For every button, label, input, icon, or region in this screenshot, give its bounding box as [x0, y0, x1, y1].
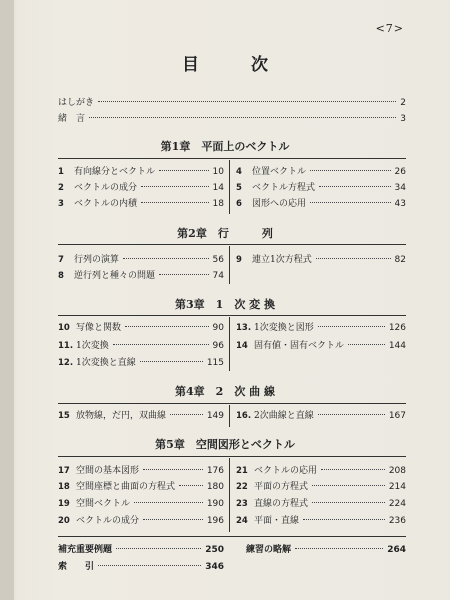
chapter-heading-4: 第4章 2 次 曲 線: [175, 385, 275, 398]
toc-entry[interactable]: [236, 182, 406, 194]
leader-dots: [312, 502, 385, 503]
leader-dots: [318, 326, 385, 327]
leader-dots: [134, 502, 203, 503]
toc-entry[interactable]: [58, 498, 224, 510]
entry-label: ベクトル方程式: [252, 183, 316, 193]
leader-dots: [316, 258, 391, 259]
entry-page: 74: [212, 271, 224, 281]
divider: [58, 536, 406, 537]
toc-entry[interactable]: [236, 198, 406, 210]
page-number: <7>: [375, 22, 404, 35]
leader-dots: [98, 101, 396, 102]
entry-number: 8: [58, 271, 64, 281]
chapter-heading-3: 第3章 1 次 変 換: [175, 298, 275, 311]
entry-number: 23: [236, 499, 248, 509]
title-char-2: 次: [251, 55, 268, 75]
leader-dots: [143, 519, 203, 520]
entry-number: 22: [236, 482, 248, 492]
entry-label: 緒 言: [58, 114, 86, 124]
entry-label: 行列の演算: [74, 255, 120, 265]
toc-entry[interactable]: [236, 254, 406, 266]
toc-entry[interactable]: [236, 166, 406, 178]
entry-number: 5: [236, 183, 242, 193]
entry-page: 82: [394, 255, 406, 265]
entry-label: 1次変換と直線: [76, 358, 136, 368]
toc-entry[interactable]: [236, 340, 406, 352]
chapter-heading-2: 第2章 行 列: [177, 227, 273, 240]
toc-entry[interactable]: [236, 515, 406, 527]
entry-number: 20: [58, 516, 70, 526]
toc-entry-index[interactable]: [58, 561, 224, 573]
toc-entry-exercise-answers[interactable]: [246, 544, 406, 556]
entry-page: 176: [206, 466, 224, 476]
toc-entry[interactable]: [58, 465, 224, 477]
entry-number: 9: [236, 255, 242, 265]
entry-page: 180: [206, 482, 224, 492]
leader-dots: [159, 170, 209, 171]
leader-dots: [295, 548, 383, 549]
entry-label: 平面・直線: [254, 516, 300, 526]
toc-entry[interactable]: [236, 498, 406, 510]
leader-dots: [303, 519, 385, 520]
entry-label: 位置ベクトル: [252, 167, 307, 177]
entry-label: 1次変換: [76, 341, 109, 351]
leader-dots: [321, 469, 385, 470]
toc-entry[interactable]: [58, 166, 224, 178]
leader-dots: [318, 414, 385, 415]
divider: [58, 456, 406, 457]
entry-page: 126: [388, 323, 406, 333]
column-divider: [229, 246, 230, 284]
leader-dots: [159, 274, 209, 275]
entry-label: 2次曲線と直線: [254, 411, 314, 421]
entry-page: 115: [206, 358, 224, 368]
entry-number: 16.: [236, 411, 252, 421]
leader-dots: [116, 548, 201, 549]
divider: [58, 244, 406, 245]
chapter-heading-5: 第5章 空間図形とベクトル: [155, 438, 295, 451]
toc-entry[interactable]: [58, 254, 224, 266]
entry-label: 放物線，だ円，双曲線: [76, 411, 167, 421]
toc-entry-introduction[interactable]: [58, 113, 406, 125]
entry-page: 56: [212, 255, 224, 265]
toc-entry[interactable]: [236, 410, 406, 422]
entry-page: 2: [400, 98, 406, 108]
entry-page: 10: [212, 167, 224, 177]
leader-dots: [310, 202, 391, 203]
entry-number: 13.: [236, 323, 252, 333]
toc-entry[interactable]: [58, 322, 224, 334]
entry-number: 7: [58, 255, 64, 265]
leader-dots: [140, 361, 203, 362]
entry-page: 149: [206, 411, 224, 421]
leader-dots: [125, 326, 209, 327]
leader-dots: [319, 186, 391, 187]
entry-label: 1次変換と図形: [254, 323, 314, 333]
toc-entry[interactable]: [58, 182, 224, 194]
entry-page: 18: [212, 199, 224, 209]
entry-page: 214: [388, 482, 406, 492]
divider: [58, 403, 406, 404]
toc-entry-supplementary-examples[interactable]: [58, 544, 224, 556]
entry-label: ベクトルの応用: [254, 466, 318, 476]
entry-number: 3: [58, 199, 64, 209]
leader-dots: [310, 170, 391, 171]
entry-page: 3: [400, 114, 406, 124]
entry-number: 6: [236, 199, 242, 209]
entry-number: 18: [58, 482, 70, 492]
entry-label: 空間座標と曲面の方程式: [76, 482, 176, 492]
entry-label: 固有値・固有ベクトル: [254, 341, 345, 351]
entry-label: ベクトルの内積: [74, 199, 138, 209]
entry-number: 19: [58, 499, 70, 509]
entry-label: 図形への応用: [252, 199, 307, 209]
toc-entry[interactable]: [236, 322, 406, 334]
entry-number: 24: [236, 516, 248, 526]
toc-entry[interactable]: [236, 481, 406, 493]
divider: [58, 315, 406, 316]
entry-number: 21: [236, 466, 248, 476]
entry-label: 直線の方程式: [254, 499, 309, 509]
entry-number: 17: [58, 466, 70, 476]
entry-page: 250: [205, 545, 224, 555]
entry-label: ベクトルの成分: [74, 183, 138, 193]
entry-label: はしがき: [58, 98, 95, 108]
leader-dots: [98, 565, 201, 566]
entry-label: 有向線分とベクトル: [74, 167, 156, 177]
entry-page: 224: [388, 499, 406, 509]
entry-number: 10: [58, 323, 70, 333]
leader-dots: [89, 117, 396, 118]
toc-entry[interactable]: [58, 410, 224, 422]
toc-entry[interactable]: [236, 465, 406, 477]
column-divider: [229, 160, 230, 214]
toc-entry[interactable]: [58, 357, 224, 369]
entry-page: 90: [212, 323, 224, 333]
entry-label: 連立1次方程式: [252, 255, 312, 265]
entry-page: 26: [394, 167, 406, 177]
entry-number: 1: [58, 167, 64, 177]
chapter-heading-1: 第1章 平面上のベクトル: [160, 140, 290, 153]
toc-entry[interactable]: [58, 481, 224, 493]
entry-label: 空間ベクトル: [76, 499, 131, 509]
leader-dots: [312, 485, 385, 486]
entry-label: 平面の方程式: [254, 482, 309, 492]
leader-dots: [143, 469, 203, 470]
entry-label: 写像と関数: [76, 323, 122, 333]
entry-number: 12.: [58, 358, 74, 368]
entry-number: 4: [236, 167, 242, 177]
entry-label: 逆行列と種々の問題: [74, 271, 156, 281]
entry-number: 2: [58, 183, 64, 193]
entry-number: 15: [58, 411, 70, 421]
leader-dots: [179, 485, 203, 486]
entry-page: 43: [394, 199, 406, 209]
entry-page: 196: [206, 516, 224, 526]
entry-page: 208: [388, 466, 406, 476]
entry-page: 167: [388, 411, 406, 421]
entry-page: 96: [212, 341, 224, 351]
toc-entry[interactable]: [58, 198, 224, 210]
leader-dots: [348, 344, 385, 345]
entry-page: 144: [388, 341, 406, 351]
entry-page: 236: [388, 516, 406, 526]
column-divider: [229, 405, 230, 427]
toc-entry[interactable]: [58, 515, 224, 527]
entry-label: ベクトルの成分: [76, 516, 140, 526]
entry-page: 346: [205, 562, 224, 572]
entry-page: 264: [387, 545, 406, 555]
page-title: [0, 50, 450, 75]
entry-label: 補充重要例題: [58, 545, 113, 555]
leader-dots: [141, 186, 209, 187]
leader-dots: [123, 258, 209, 259]
toc-entry[interactable]: [58, 270, 224, 282]
entry-page: 190: [206, 499, 224, 509]
divider: [58, 158, 406, 159]
entry-label: 空間の基本図形: [76, 466, 140, 476]
entry-label: 練習の略解: [246, 545, 292, 555]
toc-entry[interactable]: [58, 340, 224, 352]
leader-dots: [113, 344, 209, 345]
entry-label: 索 引: [58, 562, 95, 572]
entry-page: 34: [394, 183, 406, 193]
entry-page: 14: [212, 183, 224, 193]
column-divider: [229, 317, 230, 371]
leader-dots: [170, 414, 203, 415]
column-divider: [229, 458, 230, 532]
leader-dots: [141, 202, 209, 203]
title-char-1: 目: [182, 55, 199, 75]
entry-number: 11.: [58, 341, 74, 351]
toc-entry-preface[interactable]: [58, 97, 406, 109]
entry-number: 14: [236, 341, 248, 351]
